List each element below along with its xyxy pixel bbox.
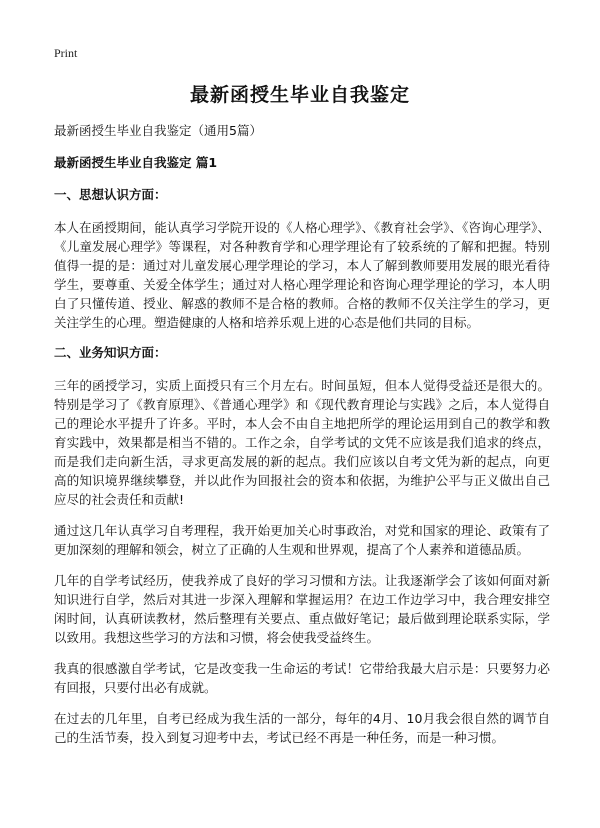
document-title: 最新函授生毕业自我鉴定 [189,84,410,106]
paragraph: 几年的自学考试经历，使我养成了良好的学习习惯和方法。让我逐渐学会了该如何面对新知识进行自学，然后对其进一步深入理解和掌握运用？在边工作边学习中，我合理安排空闲时间，认真研读教材，然后整理有关要点、重点做好笔记；最后做到理论联系实际，学以致用。我想这些学习的方法和习惯，将会使我受益终生。 [54,573,550,645]
section-heading: 二、业务知识方面： [54,345,167,360]
paragraph: 三年的函授学习，实质上面授只有三个月左右。时间虽短，但本人觉得受益还是很大的。特别是学习了《教育原理》、《普通心理学》和《现代教育理论与实践》之后，本人觉得自己的理论水平提升了许多。平时，本人会不由自主地把所学的理论运用到自己的教学和教育实践中，效果都是相当不错的。工作之余，自学考试的文凭不应该是我们追求的终点，而是我们走向新生活，寻求更高发展的新的起点。我们应该以自考文凭为新的起点，向更高的知识境界继续攀登，并以此作为回报社会的资本和依据，为维护公平与正义做出自己应尽的社会责任和贡献! [54,378,550,507]
section-heading: 一、思想认识方面： [54,187,167,202]
paragraph: 在过去的几年里，自考已经成为我生活的一部分，每年的4月、10月我会很自然的调节自己的生活节奏，投入到复习迎考中去，考试已经不再是一种任务，而是一种习惯。 [54,711,550,745]
paragraph: 通过这几年认真学习自考理程，我开始更加关心时事政治，对党和国家的理论、政策有了更加深刻的理解和领会，树立了正确的人生观和世界观，提高了个人素养和道德品质。 [54,523,550,557]
paragraph: 本人在函授期间，能认真学习学院开设的《人格心理学》、《教育社会学》、《咨询心理学》、《儿童发展心理学》等课程，对各种教育学和心理学理论有了较系统的了解和把握。特别值得一提的是：通过对儿童发展心理学理论的学习，本人了解到教师要用发展的眼光看待学生，要尊重、关爱全体学生；通过对人格心理学理论和咨询心理学理论的学习，本人明白了只懂传道、授业、解惑的教师不是合格的教师。合格的教师不仅关注学生的学习，更关注学生的心理。塑造健康的人格和培养乐观上进的心态是他们共同的目标。 [54,220,550,330]
article-heading: 最新函授生毕业自我鉴定 篇1 [54,155,218,170]
print-link[interactable]: Print [54,46,78,60]
document-subtitle: 最新函授生毕业自我鉴定（通用5篇） [54,123,262,138]
paragraph: 我真的很感激自学考试，它是改变我一生命运的考试！它带给我最大启示是：只要努力必有回报，只要付出必有成就。 [54,661,550,695]
document-body [54,122,550,759]
